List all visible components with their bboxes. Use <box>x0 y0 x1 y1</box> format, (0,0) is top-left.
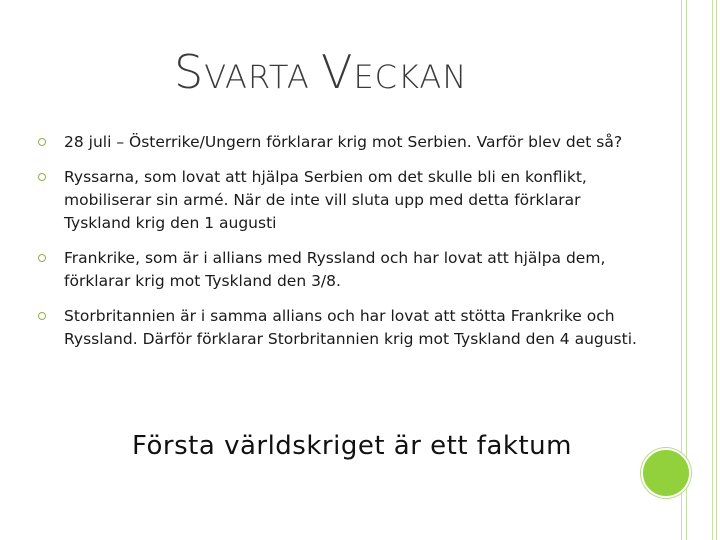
decorative-green-circle-icon <box>641 448 691 498</box>
bullet-text: 28 juli – Österrike/Ungern förklarar krig mot Serbien. Varför blev det så? <box>64 133 623 151</box>
title-part-3: V <box>320 45 354 99</box>
frame-line-right-inner <box>712 0 713 540</box>
bullet-text: Storbritannien är i samma allians och har lovat att stötta Frankrike och Ryssland. Därför förklarar Storbritannien krig mot Tyskland den 4 augusti. <box>64 307 637 348</box>
bullet-item <box>38 166 638 235</box>
bullet-text: Ryssarna, som lovat att hjälpa Serbien om det skulle bli en konflikt, mobiliserar sin armé. När de inte vill sluta upp med detta förklarar Tyskland krig den 1 augusti <box>64 168 587 232</box>
bullet-text: Frankrike, som är i allians med Ryssland och har lovat att hjälpa dem, förklarar krig mot Tyskland den 3/8. <box>64 249 606 290</box>
bullet-circle-icon <box>38 312 46 320</box>
slide-title <box>174 44 594 104</box>
title-part-1: S <box>174 45 205 99</box>
bullet-circle-icon <box>38 138 46 146</box>
bullet-list <box>38 131 638 363</box>
bullet-item <box>38 247 638 293</box>
bullet-item <box>38 305 638 351</box>
frame-line-right-outer <box>716 0 717 540</box>
bullet-circle-icon <box>38 173 46 181</box>
bullet-item <box>38 131 638 154</box>
title-part-2: VARTA <box>204 58 321 96</box>
title-part-4: ECKAN <box>353 58 468 96</box>
bullet-circle-icon <box>38 254 46 262</box>
conclusion-text: Första världskriget är ett faktum <box>132 431 572 461</box>
